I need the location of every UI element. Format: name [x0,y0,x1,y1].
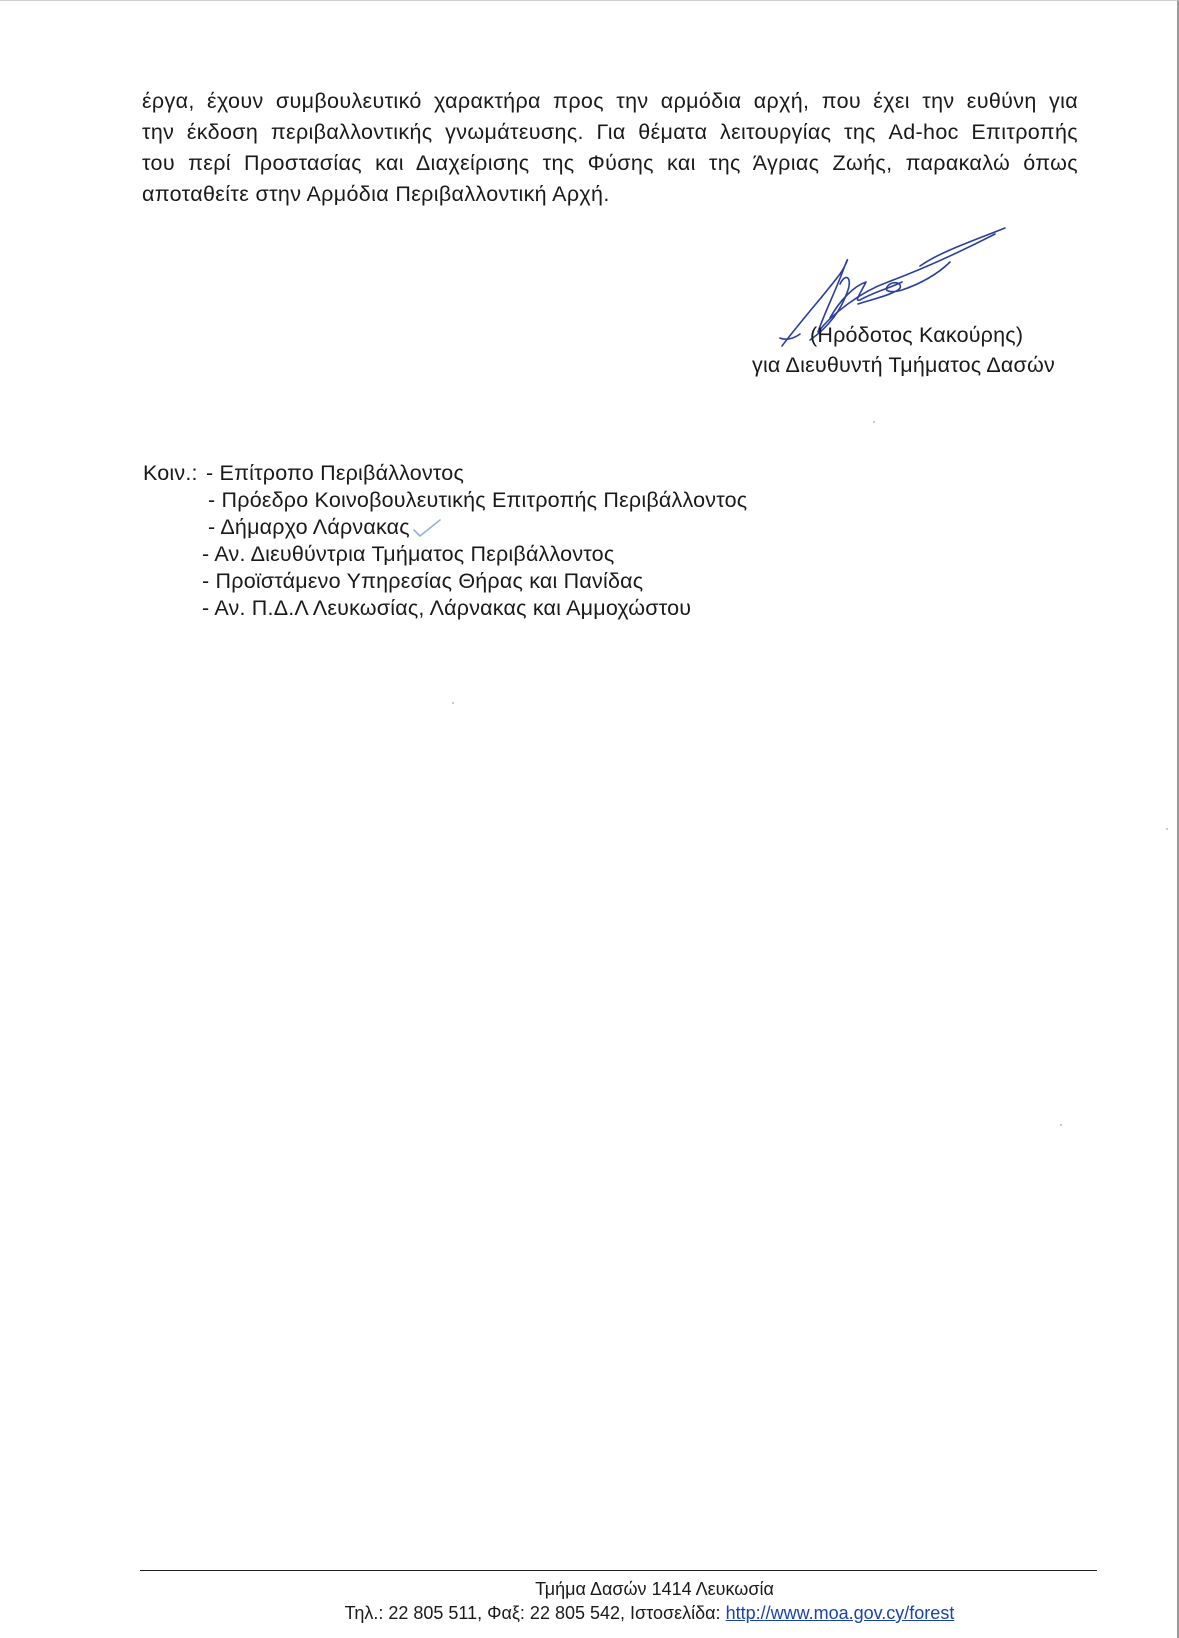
body-line-2: την έκδοση περιβαλλοντικής γνωμάτευσης. Για θέματα λειτουργίας της Ad-hoc Επιτροπής [142,120,1078,144]
website-link[interactable]: http://www.moa.gov.cy/forest [725,1603,955,1623]
cc-item: - Αν. Π.Δ.Λ Λευκωσίας, Λάρνακας και Αμμοχώστου [202,596,692,620]
cc-item-with-check [208,514,442,541]
checkmark-icon [412,518,442,538]
body-line-4: αποταθείτε στην Αρμόδια Περιβαλλοντική Αρχή. [142,182,610,206]
scan-speck [873,421,875,423]
footer-contact [0,1602,1179,1624]
footer-address: Τμήμα Δασών 1414 Λευκωσία [535,1579,774,1599]
scan-speck [1166,828,1168,830]
cc-item: - Πρόεδρο Κοινοβουλευτικής Επιτροπής Περιβάλλοντος [208,488,748,512]
footer-divider [140,1570,1097,1571]
cc-item: - Αν. Διευθύντρια Τμήματος Περιβάλλοντος [202,542,615,566]
cc-item: - Επίτροπο Περιβάλλοντος [206,461,465,485]
cc-item-text: - Δήμαρχο Λάρνακας [208,515,410,539]
signer-name: (Ηρόδοτος Κακούρης) [810,323,1024,347]
scan-speck [1060,1124,1062,1126]
footer-contact-text: Τηλ.: 22 805 511, Φαξ: 22 805 542, Ιστοσελίδα: [344,1603,726,1623]
signer-role: για Διευθυντή Τμήματος Δασών [752,353,1055,377]
body-line-3: του περί Προστασίας και Διαχείρισης της Φύσης και της Άγριας Ζωής, παρακαλώ όπως [142,151,1078,175]
cc-label: Κοιν.: [143,461,198,485]
scan-speck [452,702,454,704]
cc-item: - Προϊστάμενο Υπηρεσίας Θήρας και Πανίδας [202,569,644,593]
body-paragraph [142,86,1078,210]
body-line-1: έργα, έχουν συμβουλευτικό χαρακτήρα προς την αρμόδια αρχή, που έχει την ευθύνη για [142,89,1078,113]
